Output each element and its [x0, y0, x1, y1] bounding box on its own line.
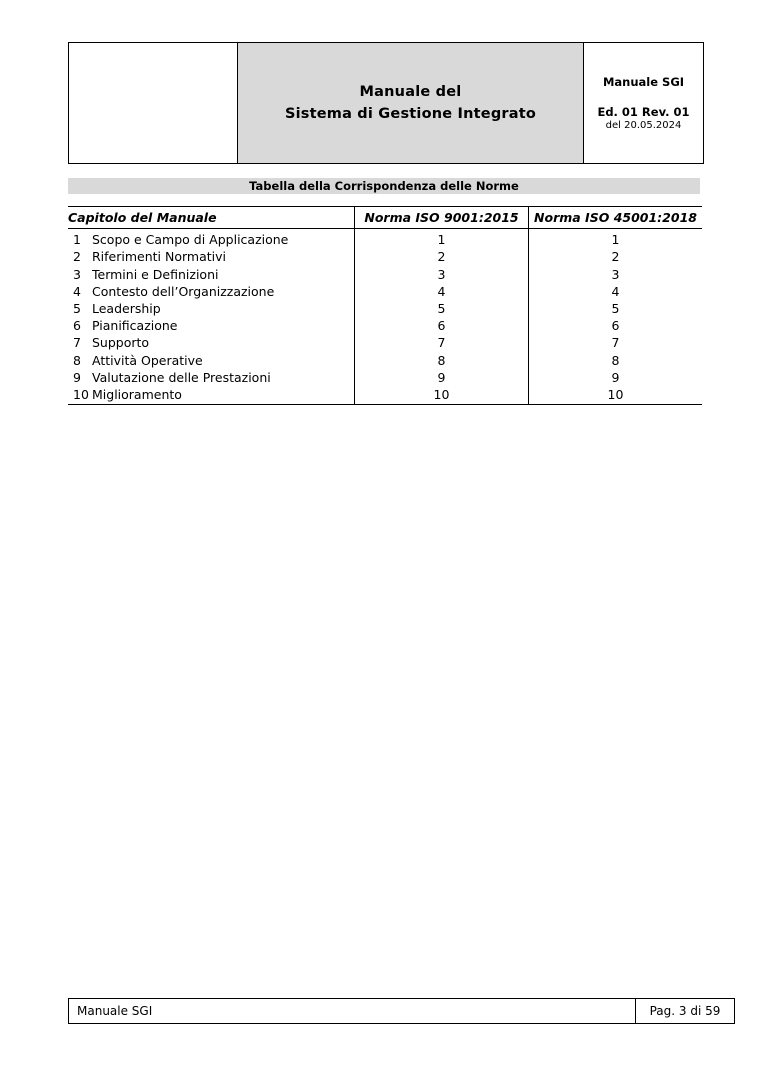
section-title-bar: [68, 178, 700, 194]
row-iso45001: 4: [529, 283, 703, 300]
header-logo-cell: [69, 43, 238, 164]
row-chapter-name: Supporto: [92, 335, 150, 351]
table-row: [68, 369, 702, 386]
row-iso45001: 8: [529, 352, 703, 369]
footer-page-number: Pag. 3 di 59: [636, 999, 735, 1024]
column-header-iso45001: Norma ISO 45001:2018: [529, 207, 703, 229]
column-header-iso9001: Norma ISO 9001:2015: [355, 207, 529, 229]
header-title-line2: Sistema di Gestione Integrato: [284, 106, 537, 122]
row-iso45001: 9: [529, 369, 703, 386]
row-chapter-name: Valutazione delle Prestazioni: [92, 369, 271, 385]
column-header-chapter: Capitolo del Manuale: [68, 207, 355, 229]
row-chapter-name: Contesto dell’Organizzazione: [92, 283, 275, 299]
row-iso9001: 7: [355, 334, 529, 351]
header-title-cell: [238, 43, 584, 164]
document-footer: [68, 998, 721, 1024]
row-number: 4: [73, 283, 81, 299]
table-row: [68, 317, 702, 334]
row-chapter-name: Termini e Definizioni: [92, 266, 219, 282]
row-iso45001: 6: [529, 317, 703, 334]
table-row: [68, 386, 702, 405]
row-iso9001: 1: [355, 229, 529, 249]
footer-table: [68, 998, 735, 1024]
row-number: 10: [73, 387, 89, 403]
row-number: 9: [73, 369, 81, 385]
row-chapter-name: Leadership: [92, 301, 161, 317]
row-chapter-name: Scopo e Campo di Applicazione: [92, 232, 289, 248]
row-iso9001: 9: [355, 369, 529, 386]
row-iso45001: 5: [529, 300, 703, 317]
row-iso9001: 8: [355, 352, 529, 369]
row-number: 8: [73, 352, 81, 368]
row-chapter-name: Miglioramento: [92, 387, 182, 403]
row-iso45001: 7: [529, 334, 703, 351]
header-date: del 20.05.2024: [605, 120, 682, 131]
row-number: 3: [73, 266, 81, 282]
correspondence-table: [68, 206, 702, 405]
section-title: Tabella della Corrispondenza delle Norme: [249, 179, 519, 193]
table-row: [68, 266, 702, 283]
header-title-line1: Manuale del: [359, 83, 462, 100]
row-iso45001: 1: [529, 229, 703, 249]
row-number: 6: [73, 318, 81, 334]
row-chapter-name: Attività Operative: [92, 352, 203, 368]
table-row: [68, 229, 702, 249]
row-number: 2: [73, 249, 81, 265]
row-iso45001: 3: [529, 266, 703, 283]
row-iso9001: 10: [355, 386, 529, 405]
header-edition-revision: Ed. 01 Rev. 01: [597, 105, 690, 119]
table-row: [68, 283, 702, 300]
row-number: 7: [73, 335, 81, 351]
row-chapter-name: Riferimenti Normativi: [92, 249, 226, 265]
row-iso9001: 4: [355, 283, 529, 300]
footer-document-name: Manuale SGI: [69, 999, 636, 1024]
table-row: [68, 334, 702, 351]
row-iso9001: 6: [355, 317, 529, 334]
row-chapter-name: Pianificazione: [92, 318, 178, 334]
row-number: 1: [73, 232, 81, 248]
document-header: [68, 42, 704, 164]
table-row: [68, 300, 702, 317]
row-iso9001: 3: [355, 266, 529, 283]
correspondence-table-wrapper: [68, 206, 700, 405]
header-meta-cell: [584, 43, 704, 164]
row-iso9001: 2: [355, 248, 529, 265]
row-number: 5: [73, 301, 81, 317]
table-row: [68, 352, 702, 369]
table-header-row: [68, 207, 702, 229]
header-document-name: Manuale SGI: [602, 75, 685, 89]
row-iso45001: 2: [529, 248, 703, 265]
row-iso45001: 10: [529, 386, 703, 405]
row-iso9001: 5: [355, 300, 529, 317]
table-row: [68, 248, 702, 265]
